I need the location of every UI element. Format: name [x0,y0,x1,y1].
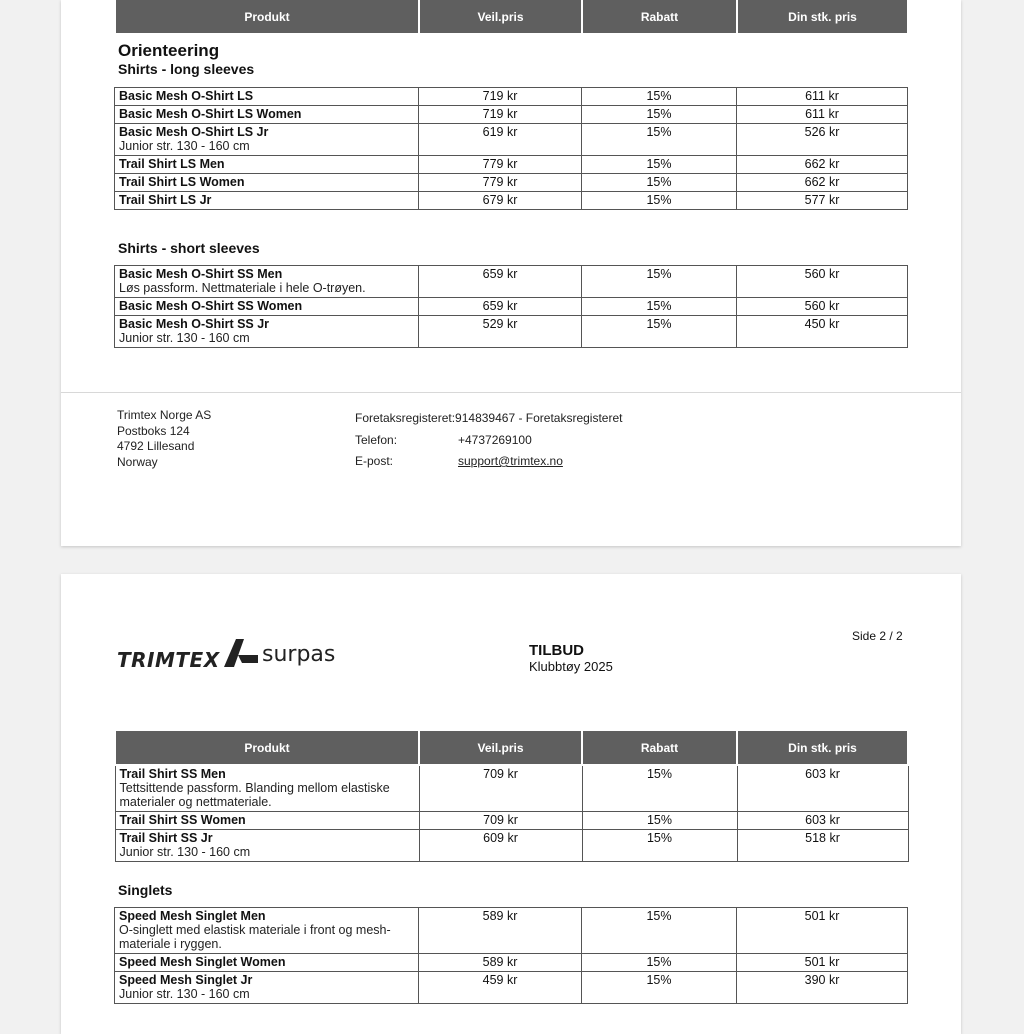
discount-cell: 15% [582,812,737,830]
unit-price-cell: 450 kr [737,316,908,348]
surpas-mark-icon [224,637,260,667]
company-address [117,408,211,470]
product-name: Basic Mesh O-Shirt SS Men [119,267,283,281]
document-title: TILBUD [529,642,584,659]
product-table-long-sleeves [114,87,908,210]
column-header-discount: Rabatt [582,730,737,765]
section-title: Orienteering [118,41,220,60]
product-description: Junior str. 130 - 160 cm [119,139,250,153]
product-cell [115,124,419,156]
product-cell [115,174,419,192]
address-line-1: Postboks 124 [117,423,190,438]
phone-row [355,430,622,452]
product-name: Basic Mesh O-Shirt SS Jr [119,317,270,331]
product-name: Basic Mesh O-Shirt SS Women [119,299,303,313]
product-cell [115,830,419,862]
table-row [115,124,908,156]
list-price-cell: 459 kr [419,972,582,1004]
column-header-product: Produkt [115,0,419,34]
table-header [114,0,909,35]
registry-value: 914839467 - Foretaksregisteret [455,411,623,425]
group-title-short-sleeves: Shirts - short sleeves [118,240,260,256]
company-name: Trimtex Norge AS [117,408,212,422]
table-row [115,174,908,192]
product-cell [115,192,419,210]
product-name: Trail Shirt SS Men [119,767,226,781]
unit-price-cell: 501 kr [737,908,908,954]
group-title-singlets: Singlets [118,882,173,898]
discount-cell: 15% [582,156,737,174]
product-cell [115,316,419,348]
unit-price-cell: 390 kr [737,972,908,1004]
unit-price-cell: 662 kr [737,156,908,174]
group-title-long-sleeves: Shirts - long sleeves [118,61,255,77]
unit-price-cell: 611 kr [737,88,908,106]
product-description: Junior str. 130 - 160 cm [119,331,250,345]
table-row [115,266,908,298]
unit-price-cell: 603 kr [737,812,908,830]
discount-cell: 15% [582,316,737,348]
product-name: Basic Mesh O-Shirt LS [119,89,254,103]
registry-label: Foretaksregisteret: [355,411,456,425]
unit-price-cell: 603 kr [737,765,908,812]
unit-price-cell: 611 kr [737,106,908,124]
table-row [115,106,908,124]
list-price-cell: 779 kr [419,156,582,174]
unit-price-cell: 577 kr [737,192,908,210]
unit-price-cell: 518 kr [737,830,908,862]
table-row [115,954,908,972]
unit-price-cell: 501 kr [737,954,908,972]
address-country: Norway [117,454,158,469]
address-line-2: 4792 Lillesand [117,439,195,453]
product-cell [115,106,419,124]
table-row [115,88,908,106]
discount-cell: 15% [582,908,737,954]
surpas-wordmark: surpas [262,642,336,667]
phone-value: +4737269100 [458,432,532,447]
product-name: Speed Mesh Singlet Men [119,909,266,923]
discount-cell: 15% [582,266,737,298]
discount-cell: 15% [582,972,737,1004]
table-row [115,192,908,210]
product-description: Junior str. 130 - 160 cm [119,845,251,859]
product-name: Speed Mesh Singlet Jr [119,973,253,987]
column-header-unit-price: Din stk. pris [737,730,908,765]
product-table-singlets [114,907,908,1004]
company-contact [355,408,622,473]
table-row [115,298,908,316]
list-price-cell: 589 kr [419,954,582,972]
product-name: Trail Shirt LS Women [119,175,245,189]
document-subtitle: Klubbtøy 2025 [529,659,613,674]
product-cell [115,812,419,830]
list-price-cell: 609 kr [419,830,582,862]
product-table-short-sleeves [114,265,908,348]
phone-label: Telefon: [355,432,398,447]
product-name: Trail Shirt SS Women [119,813,246,827]
document-page-1 [61,0,961,546]
list-price-cell: 779 kr [419,174,582,192]
product-cell [115,156,419,174]
table-row [115,830,908,862]
list-price-cell: 529 kr [419,316,582,348]
product-description: Junior str. 130 - 160 cm [119,987,250,1001]
list-price-cell: 619 kr [419,124,582,156]
product-name: Basic Mesh O-Shirt LS Jr [119,125,269,139]
unit-price-cell: 526 kr [737,124,908,156]
unit-price-cell: 662 kr [737,174,908,192]
discount-cell: 15% [582,765,737,812]
product-description: O-singlett med elastisk materiale i front og mesh-materiale i ryggen. [119,923,391,951]
list-price-cell: 709 kr [419,812,582,830]
list-price-cell: 659 kr [419,266,582,298]
table-row [115,972,908,1004]
page-number: Side 2 / 2 [852,629,903,643]
column-header-list-price: Veil.pris [419,0,582,34]
list-price-cell: 659 kr [419,298,582,316]
product-name: Trail Shirt LS Men [119,157,225,171]
discount-cell: 15% [582,954,737,972]
product-description: Tettsittende passform. Blanding mellom elastiske materialer og nettmateriale. [119,781,390,809]
discount-cell: 15% [582,192,737,210]
document-page-2 [61,574,961,1034]
list-price-cell: 719 kr [419,106,582,124]
product-table-page-2 [114,729,909,862]
list-price-cell: 679 kr [419,192,582,210]
column-header-list-price: Veil.pris [419,730,582,765]
email-label: E-post: [355,454,394,468]
table-row [115,908,908,954]
product-name: Basic Mesh O-Shirt LS Women [119,107,302,121]
discount-cell: 15% [582,124,737,156]
email-link[interactable]: support@trimtex.no [458,454,563,468]
product-name: Trail Shirt SS Jr [119,831,213,845]
trimtex-logo: TRIMTEX [117,648,220,672]
product-cell [115,298,419,316]
table-row [115,765,908,812]
list-price-cell: 589 kr [419,908,582,954]
column-header-discount: Rabatt [582,0,737,34]
discount-cell: 15% [582,174,737,192]
product-description: Løs passform. Nettmateriale i hele O-trøyen. [119,281,366,295]
product-cell [115,266,419,298]
discount-cell: 15% [582,830,737,862]
product-name: Trail Shirt LS Jr [119,193,212,207]
unit-price-cell: 560 kr [737,298,908,316]
table-row [115,316,908,348]
table-row [115,156,908,174]
footer-divider [61,392,961,393]
product-cell [115,972,419,1004]
product-name: Speed Mesh Singlet Women [119,955,286,969]
unit-price-cell: 560 kr [737,266,908,298]
discount-cell: 15% [582,88,737,106]
column-header-product: Produkt [115,730,419,765]
surpas-logo [224,637,335,667]
product-cell [115,88,419,106]
product-cell [115,954,419,972]
registry-row [355,408,622,430]
list-price-cell: 719 kr [419,88,582,106]
list-price-cell: 709 kr [419,765,582,812]
product-cell [115,765,419,812]
discount-cell: 15% [582,298,737,316]
discount-cell: 15% [582,106,737,124]
product-cell [115,908,419,954]
column-header-unit-price: Din stk. pris [737,0,908,34]
email-row [355,451,622,473]
table-row [115,812,908,830]
